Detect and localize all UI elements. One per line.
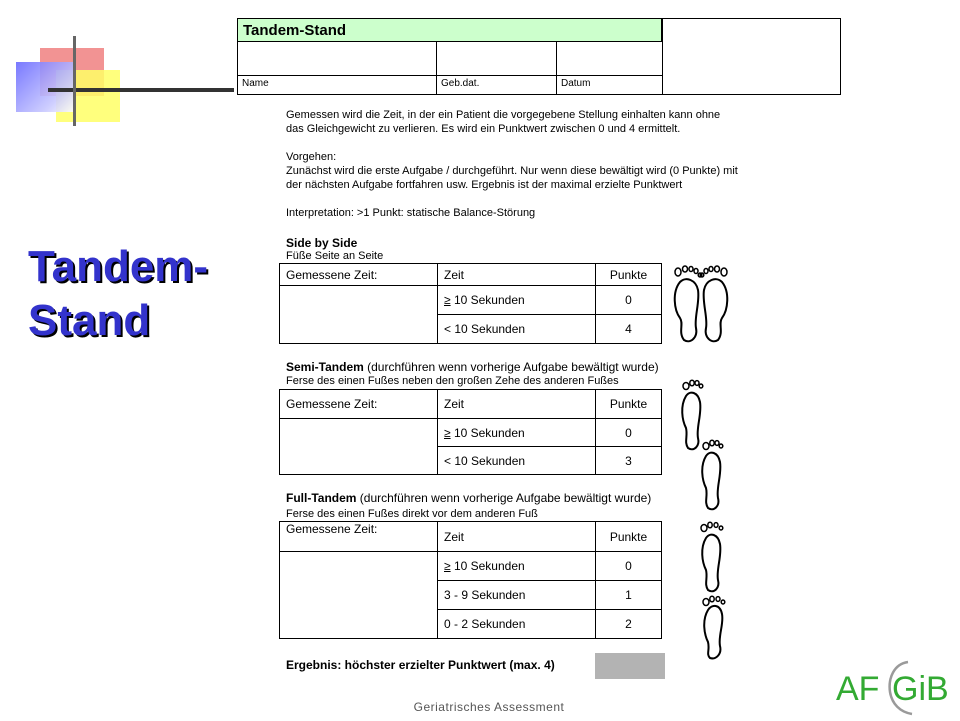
full-section-title: Full-Tandem (durchführen wenn vorherige Aufgabe bewältigt wurde) (286, 491, 652, 505)
table-row: < 10 Sekunden 3 (280, 447, 662, 475)
slide-title (28, 240, 208, 348)
col-points: Punkte (596, 264, 662, 286)
footprints-full-tandem-icon (694, 520, 736, 660)
form-header (237, 18, 841, 95)
side-table (279, 263, 662, 344)
semi-section-subtitle: Ferse des einen Fußes neben den großen Zehe des anderen Fußes (286, 375, 619, 387)
semi-table (279, 389, 662, 475)
table-row: 0 - 2 Sekunden 2 (280, 610, 662, 639)
col-time: Zeit (438, 522, 596, 552)
procedure-text: Vorgehen: Zunächst wird die erste Aufgabe / durchgeführt. Nur wenn diese bewältigt wird (0 Punkte) mit der nächsten Aufgabe fortfahren usw. Ergebnis ist der maximal erzielte Punktwert (286, 151, 738, 191)
measured-cell[interactable] (280, 419, 438, 475)
footer-text: Geriatrisches Assessment (413, 700, 565, 714)
decor-vertical-line (73, 36, 76, 126)
footprints-side-by-side-icon (670, 262, 742, 344)
dob-label: Geb.dat. (441, 78, 480, 89)
measured-cell[interactable] (280, 552, 438, 639)
table-row: < 10 Sekunden 4 (280, 315, 662, 344)
col-points: Punkte (596, 522, 662, 552)
logo-text-af: AF (836, 670, 880, 708)
side-section-subtitle: Füße Seite an Seite (286, 250, 384, 262)
table-row: ≥ 10 Sekunden 0 (280, 286, 662, 315)
footprints-semi-tandem-icon (676, 378, 728, 514)
table-row: ≥ 10 Sekunden 0 (280, 552, 662, 581)
full-section-subtitle: Ferse des einen Fußes direkt vor dem anderen Fuß (286, 508, 538, 520)
name-label: Name (242, 78, 269, 89)
col-measured: Gemessene Zeit: (280, 522, 438, 552)
col-points: Punkte (596, 390, 662, 419)
measured-cell[interactable] (280, 286, 438, 344)
side-section-title: Side by Side (286, 236, 358, 250)
col-time: Zeit (438, 264, 596, 286)
col-time: Zeit (438, 390, 596, 419)
full-table (279, 521, 662, 639)
slide-title-line1: Tandem- (28, 242, 209, 291)
col-measured: Gemessene Zeit: (280, 264, 438, 286)
slide-title-line2: Stand (28, 296, 151, 345)
form-title: Tandem-Stand (238, 19, 662, 42)
result-label: Ergebnis: höchster erzielter Punktwert (max. 4) (286, 658, 555, 672)
table-row: 3 - 9 Sekunden 1 (280, 581, 662, 610)
logo-text-gib: GiB (892, 670, 949, 708)
decor-blue-square (16, 62, 76, 112)
date-label: Datum (561, 78, 591, 89)
col-measured: Gemessene Zeit: (280, 390, 438, 419)
intro-text: Gemessen wird die Zeit, in der ein Patient die vorgegebene Stellung einhalten kann ohne das Gleichgewicht zu verlieren. Es wird ein Punktwert zwischen 0 und 4 ermittelt. (286, 109, 721, 135)
afgib-logo (836, 656, 960, 716)
interpretation-text: Interpretation: >1 Punkt: statische Balance-Störung (286, 207, 536, 219)
table-row: ≥ 10 Sekunden 0 (280, 419, 662, 447)
result-input[interactable] (595, 653, 665, 679)
semi-section-title: Semi-Tandem (durchführen wenn vorherige Aufgabe bewältigt wurde) (286, 360, 659, 374)
